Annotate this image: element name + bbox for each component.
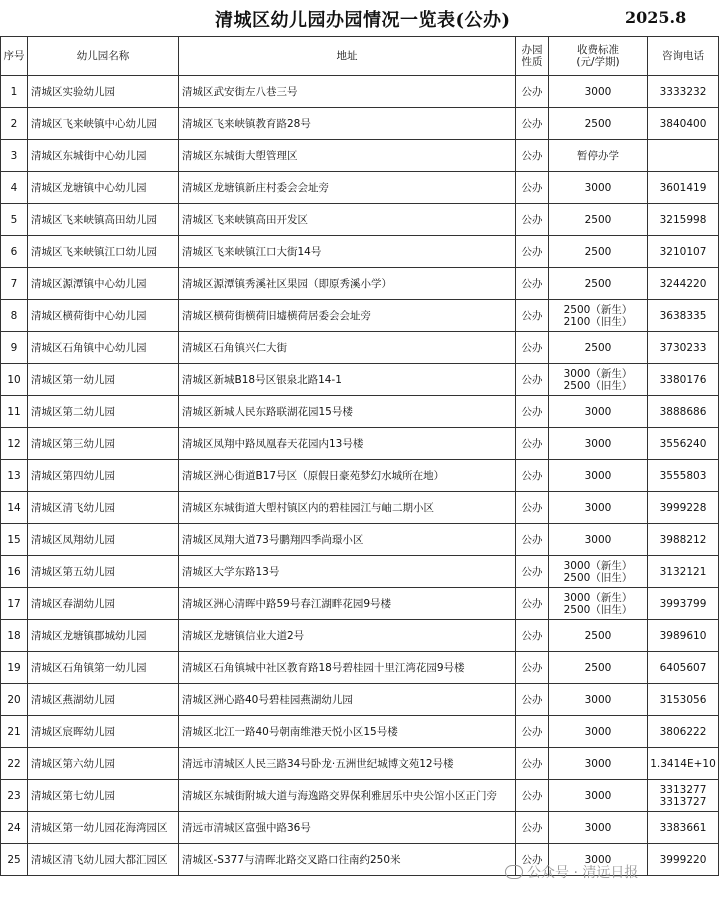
cell-name: 清城区第六幼儿园 — [28, 748, 179, 780]
cell-no: 11 — [1, 396, 28, 428]
table-row — [1, 716, 719, 748]
cell-name: 清城区飞来峡镇中心幼儿园 — [28, 108, 179, 140]
cell-address: 清城区新城人民东路联湖花园15号楼 — [179, 396, 516, 428]
cell-name: 清城区第一幼儿园花海湾园区 — [28, 812, 179, 844]
title-row — [0, 0, 720, 36]
cell-fee: 3000 — [549, 844, 648, 876]
table-row — [1, 492, 719, 524]
cell-no: 15 — [1, 524, 28, 556]
cell-type: 公办 — [516, 76, 549, 108]
cell-fee: 2500 — [549, 332, 648, 364]
table-row — [1, 172, 719, 204]
header-no: 序号 — [1, 37, 28, 76]
cell-phone — [648, 140, 719, 172]
cell-address: 清城区龙塘镇信业大道2号 — [179, 620, 516, 652]
cell-name: 清城区燕湖幼儿园 — [28, 684, 179, 716]
cell-type: 公办 — [516, 172, 549, 204]
cell-name: 清城区凤翔幼儿园 — [28, 524, 179, 556]
cell-fee: 2500 — [549, 108, 648, 140]
cell-no: 6 — [1, 236, 28, 268]
cell-fee: 3000 — [549, 524, 648, 556]
cell-phone: 3806222 — [648, 716, 719, 748]
table-row — [1, 524, 719, 556]
table-row — [1, 460, 719, 492]
cell-fee: 2500 — [549, 620, 648, 652]
cell-address: 清城区东城街道大塱村镇区内的碧桂园江与岫二期小区 — [179, 492, 516, 524]
cell-fee: 3000 — [549, 684, 648, 716]
cell-type: 公办 — [516, 652, 549, 684]
cell-name: 清城区飞来峡镇高田幼儿园 — [28, 204, 179, 236]
cell-address: 清城区源潭镇秀溪社区果园（即原秀溪小学） — [179, 268, 516, 300]
cell-type: 公办 — [516, 364, 549, 396]
table-row — [1, 684, 719, 716]
cell-type: 公办 — [516, 140, 549, 172]
cell-phone: 3215998 — [648, 204, 719, 236]
table-row — [1, 780, 719, 812]
cell-phone: 3210107 — [648, 236, 719, 268]
cell-fee: 2500（新生） 2100（旧生） — [549, 300, 648, 332]
cell-name: 清城区清飞幼儿园大都汇园区 — [28, 844, 179, 876]
cell-type: 公办 — [516, 268, 549, 300]
cell-phone: 3380176 — [648, 364, 719, 396]
cell-address: 清城区洲心路40号碧桂园燕湖幼儿园 — [179, 684, 516, 716]
cell-address: 清城区武安街左八巷三号 — [179, 76, 516, 108]
table-row — [1, 396, 719, 428]
cell-fee: 2500 — [549, 204, 648, 236]
cell-fee: 3000（新生） 2500（旧生） — [549, 588, 648, 620]
cell-name: 清城区龙塘镇中心幼儿园 — [28, 172, 179, 204]
cell-address: 清城区石角镇城中社区教育路18号碧桂园十里江湾花园9号楼 — [179, 652, 516, 684]
table-body — [1, 76, 719, 876]
cell-address: 清城区飞来峡镇高田开发区 — [179, 204, 516, 236]
cell-name: 清城区第四幼儿园 — [28, 460, 179, 492]
cell-type: 公办 — [516, 620, 549, 652]
header-phone: 咨询电话 — [648, 37, 719, 76]
cell-fee: 2500 — [549, 268, 648, 300]
table-row — [1, 300, 719, 332]
cell-address: 清城区石角镇兴仁大街 — [179, 332, 516, 364]
table-header-row — [1, 37, 719, 76]
cell-type: 公办 — [516, 684, 549, 716]
cell-address: 清城区飞来峡镇教育路28号 — [179, 108, 516, 140]
cell-fee: 3000 — [549, 716, 648, 748]
cell-phone: 3601419 — [648, 172, 719, 204]
table-row — [1, 588, 719, 620]
cell-address: 清城区新城B18号区银泉北路14-1 — [179, 364, 516, 396]
cell-address: 清远市清城区人民三路34号卧龙·五洲世纪城博文苑12号楼 — [179, 748, 516, 780]
cell-name: 清城区横荷街中心幼儿园 — [28, 300, 179, 332]
cell-fee: 3000 — [549, 428, 648, 460]
header-type: 办园 性质 — [516, 37, 549, 76]
cell-address: 清城区北江一路40号朝南维港天悦小区15号楼 — [179, 716, 516, 748]
cell-no: 18 — [1, 620, 28, 652]
cell-type: 公办 — [516, 524, 549, 556]
cell-name: 清城区石角镇中心幼儿园 — [28, 332, 179, 364]
cell-address: 清城区大学东路13号 — [179, 556, 516, 588]
table-row — [1, 268, 719, 300]
cell-phone: 1.3414E+10 — [648, 748, 719, 780]
cell-phone: 6405607 — [648, 652, 719, 684]
cell-address: 清城区凤翔中路凤凰春天花园内13号楼 — [179, 428, 516, 460]
table-row — [1, 748, 719, 780]
cell-name: 清城区龙塘镇郡城幼儿园 — [28, 620, 179, 652]
cell-no: 5 — [1, 204, 28, 236]
cell-no: 7 — [1, 268, 28, 300]
cell-fee: 3000（新生） 2500（旧生） — [549, 364, 648, 396]
page-title: 清城区幼儿园办园情况一览表(公办) — [215, 10, 511, 31]
cell-address: 清城区龙塘镇新庄村委会会址旁 — [179, 172, 516, 204]
cell-phone: 3556240 — [648, 428, 719, 460]
cell-name: 清城区实验幼儿园 — [28, 76, 179, 108]
header-address: 地址 — [179, 37, 516, 76]
cell-no: 8 — [1, 300, 28, 332]
header-name: 幼儿园名称 — [28, 37, 179, 76]
cell-phone: 3153056 — [648, 684, 719, 716]
cell-name: 清城区春湖幼儿园 — [28, 588, 179, 620]
cell-name: 清城区第五幼儿园 — [28, 556, 179, 588]
cell-address: 清城区凤翔大道73号鹏翔四季尚璟小区 — [179, 524, 516, 556]
cell-no: 24 — [1, 812, 28, 844]
table-row — [1, 556, 719, 588]
cell-name: 清城区第一幼儿园 — [28, 364, 179, 396]
cell-address: 清远市清城区富强中路36号 — [179, 812, 516, 844]
watermark-text: 公众号 · 清远日报 — [527, 865, 639, 881]
table-row — [1, 844, 719, 876]
cell-no: 17 — [1, 588, 28, 620]
cell-name: 清城区清飞幼儿园 — [28, 492, 179, 524]
cell-type: 公办 — [516, 236, 549, 268]
cell-type: 公办 — [516, 844, 549, 876]
cell-type: 公办 — [516, 588, 549, 620]
table-row — [1, 332, 719, 364]
cell-name: 清城区东城街中心幼儿园 — [28, 140, 179, 172]
cell-fee: 2500 — [549, 652, 648, 684]
cell-type: 公办 — [516, 204, 549, 236]
cell-fee: 3000 — [549, 780, 648, 812]
cell-name: 清城区第三幼儿园 — [28, 428, 179, 460]
cell-phone: 3132121 — [648, 556, 719, 588]
cell-phone: 3313277 3313727 — [648, 780, 719, 812]
cell-address: 清城区洲心清晖中路59号春江湖畔花园9号楼 — [179, 588, 516, 620]
cell-address: 清城区-S377与清晖北路交叉路口往南约250米 — [179, 844, 516, 876]
cell-name: 清城区第二幼儿园 — [28, 396, 179, 428]
cell-fee: 3000（新生） 2500（旧生） — [549, 556, 648, 588]
cell-phone: 3383661 — [648, 812, 719, 844]
cell-no: 19 — [1, 652, 28, 684]
cell-fee: 3000 — [549, 492, 648, 524]
cell-phone: 3840400 — [648, 108, 719, 140]
cell-address: 清城区东城街大塱管理区 — [179, 140, 516, 172]
cell-type: 公办 — [516, 716, 549, 748]
cell-no: 16 — [1, 556, 28, 588]
cell-phone: 3999228 — [648, 492, 719, 524]
cell-type: 公办 — [516, 748, 549, 780]
table-row — [1, 76, 719, 108]
cell-phone: 3988212 — [648, 524, 719, 556]
cell-fee: 3000 — [549, 812, 648, 844]
cell-no: 21 — [1, 716, 28, 748]
cell-address: 清城区东城街附城大道与海逸路交界保利雅居乐中央公馆小区正门旁 — [179, 780, 516, 812]
cell-type: 公办 — [516, 300, 549, 332]
cell-type: 公办 — [516, 556, 549, 588]
cell-no: 2 — [1, 108, 28, 140]
cell-phone: 3993799 — [648, 588, 719, 620]
date-label: 2025.8 — [625, 8, 687, 27]
cell-type: 公办 — [516, 396, 549, 428]
cell-phone: 3333232 — [648, 76, 719, 108]
cell-phone: 3989610 — [648, 620, 719, 652]
table-row — [1, 364, 719, 396]
cell-no: 3 — [1, 140, 28, 172]
cell-no: 1 — [1, 76, 28, 108]
cell-no: 23 — [1, 780, 28, 812]
cell-no: 4 — [1, 172, 28, 204]
cell-phone: 3730233 — [648, 332, 719, 364]
cell-address: 清城区横荷街横荷旧墟横荷居委会会址旁 — [179, 300, 516, 332]
table-row — [1, 236, 719, 268]
table-row — [1, 140, 719, 172]
kindergarten-table — [0, 36, 719, 876]
cell-name: 清城区源潭镇中心幼儿园 — [28, 268, 179, 300]
cell-type: 公办 — [516, 780, 549, 812]
cell-name: 清城区第七幼儿园 — [28, 780, 179, 812]
cell-name: 清城区宸晖幼儿园 — [28, 716, 179, 748]
cell-type: 公办 — [516, 332, 549, 364]
cell-fee: 2500 — [549, 236, 648, 268]
cell-type: 公办 — [516, 460, 549, 492]
cell-no: 13 — [1, 460, 28, 492]
cell-phone: 3244220 — [648, 268, 719, 300]
header-fee: 收费标准 (元/学期) — [549, 37, 648, 76]
cell-no: 20 — [1, 684, 28, 716]
cell-phone: 3999220 — [648, 844, 719, 876]
cell-address: 清城区洲心街道B17号区（原假日豪苑梦幻水城所在地） — [179, 460, 516, 492]
table-row — [1, 428, 719, 460]
cell-fee: 3000 — [549, 748, 648, 780]
cell-no: 10 — [1, 364, 28, 396]
cell-fee: 3000 — [549, 172, 648, 204]
cell-fee: 3000 — [549, 76, 648, 108]
cell-type: 公办 — [516, 428, 549, 460]
cell-address: 清城区飞来峡镇江口大街14号 — [179, 236, 516, 268]
cell-name: 清城区石角镇第一幼儿园 — [28, 652, 179, 684]
table-row — [1, 812, 719, 844]
cell-fee: 暂停办学 — [549, 140, 648, 172]
table-row — [1, 108, 719, 140]
cell-type: 公办 — [516, 492, 549, 524]
table-row — [1, 620, 719, 652]
table-row — [1, 652, 719, 684]
cell-no: 14 — [1, 492, 28, 524]
cell-fee: 3000 — [549, 460, 648, 492]
cell-phone: 3638335 — [648, 300, 719, 332]
cell-fee: 3000 — [549, 396, 648, 428]
cell-type: 公办 — [516, 108, 549, 140]
cell-no: 12 — [1, 428, 28, 460]
cell-name: 清城区飞来峡镇江口幼儿园 — [28, 236, 179, 268]
cell-phone: 3888686 — [648, 396, 719, 428]
cell-type: 公办 — [516, 812, 549, 844]
cell-no: 25 — [1, 844, 28, 876]
cell-phone: 3555803 — [648, 460, 719, 492]
cell-no: 9 — [1, 332, 28, 364]
table-row — [1, 204, 719, 236]
cell-no: 22 — [1, 748, 28, 780]
